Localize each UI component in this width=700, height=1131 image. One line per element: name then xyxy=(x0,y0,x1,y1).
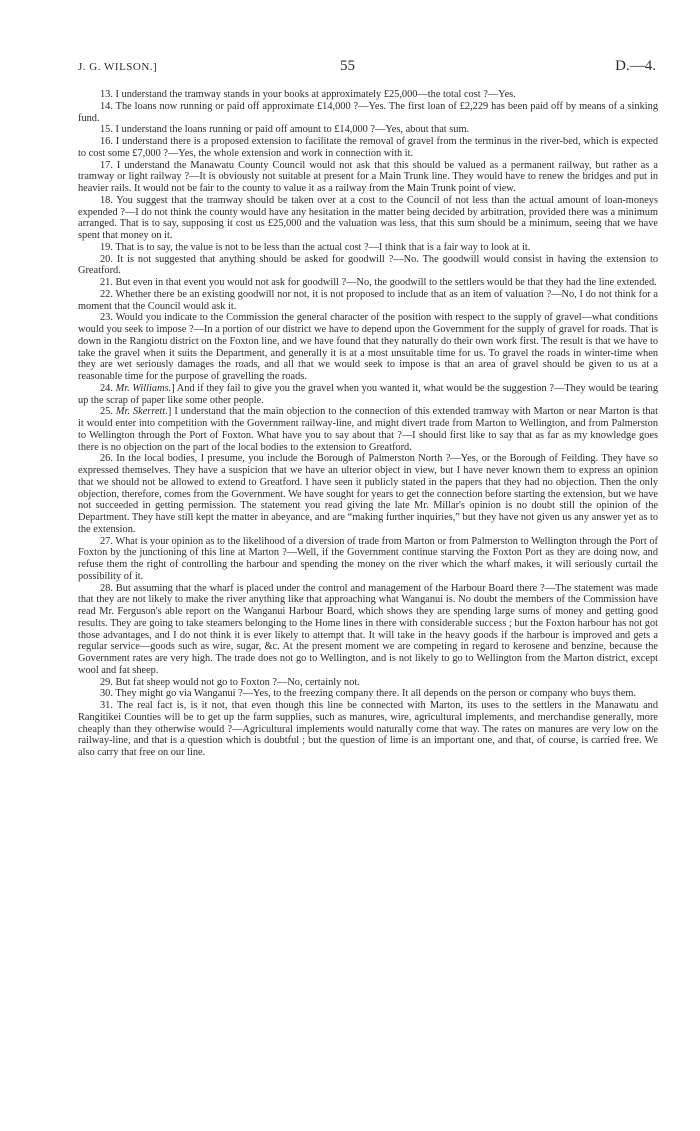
paragraph: 16. I understand there is a proposed extension to facilitate the removal of gravel from the terminus in the river-bed, which is expected to cost some £7,000 ?—Yes, the whole extension and work in connection with it. xyxy=(78,136,658,159)
document-reference: D.—4. xyxy=(615,58,656,74)
paragraph: 24. Mr. Williams.] And if they fail to give you the gravel when you wanted it, what would be the suggestion ?—They would be tearing up the scrap of paper like some other people. xyxy=(78,382,658,406)
page-header xyxy=(78,58,656,78)
paragraph: 18. You suggest that the tramway should be taken over at a cost to the Council of not less than the actual amount of loan-moneys expended ?—I do not think the county would have any hesitation in the matter being decided by arbitration, provided there was a minimum arranged. That is to say, supposing it cost us £25,000 and the valuation was less, that this sum should be a minimum, seeing that we have spent that money on it. xyxy=(78,194,658,241)
paragraph: 26. In the local bodies, I presume, you include the Borough of Palmerston North ?—Yes, or the Borough of Feilding. They have so expressed themselves. They have a suspicion that we have an ulterior object in view, but I have never known them to express an opinion that we should not be allowed to extend to Greatford. I have seen it publicly stated in the papers that they had no objection. Then the only objection, therefore, comes from the Government. We have sought for years to get the connection before starting the extension, but we have not succeeded in getting permission. The statement you read giving the late Mr. Millar's opinion is no doubt still the opinion of the Department. They have still kept the matter in abeyance, and are “making further inquiries,” but they have not given us any answer yet as to the extension. xyxy=(78,453,658,535)
page-number: 55 xyxy=(340,58,355,74)
witness-name: J. G. WILSON.] xyxy=(78,61,158,73)
paragraph: 29. But fat sheep would not go to Foxton ?—No, certainly not. xyxy=(100,676,360,688)
paragraph: 13. I understand the tramway stands in your books at approximately £25,000—the total cost ?—Yes. xyxy=(100,89,516,100)
paragraph: 28. But assuming that the wharf is placed under the control and management of the Harbour Board there ?—The statement was made that they are not likely to make the river anything like that approaching what Wanganui is. No doubt the members of the Commission have read Mr. Ferguson's able report on the Wanganui Harbour Board, which shows they are spending large sums of money and getting good results. They are going to take steamers belonging to the Home lines in there with considerable success ; but the Foxton harbour has not got those advantages, and I do not think it is ever likely to attempt that. It will take in the heavy goods if the harbour is improved and gets a regular service—goods such as wire, sugar, &c. At the present moment we are competing in regard to kerosene and benzine, because the Government rates are very high. The trade does not go to Wellington, and is not likely to go to Wellington from the Marton district, except wool and fat sheep. xyxy=(78,582,658,676)
document-body xyxy=(78,89,658,759)
paragraph: 21. But even in that event you would not ask for goodwill ?—No, the goodwill to the settlers would be that they had the line extended. xyxy=(100,277,657,288)
paragraph: 14. The loans now running or paid off approximate £14,000 ?—Yes. The first loan of £2,229 has been paid off by means of a sinking fund. xyxy=(78,100,658,124)
speaker-name: Mr. Skerrett. xyxy=(115,406,168,418)
paragraph: 27. What is your opinion as to the likelihood of a diversion of trade from Marton or from Palmerston to Wellington through the Port of Foxton by the junctioning of this line at Marton ?—Well, if the Government continue starving the Foxton Port as they are doing now, and refuse them the right of controlling the harbour and spending the money on the river which the wharf makes, it will seriously curtail the possibility of it. xyxy=(78,535,658,582)
paragraph: 17. I understand the Manawatu County Council would not ask that this should be valued as a permanent railway, but rather as a tramway or light railway ?—It is obviously not suitable at present for a Main Trunk line. They would have to renew the bridges and put in heavier rails. It would not be fair to the county to value it as a railway from the Main Trunk point of view. xyxy=(78,159,658,194)
speaker-name: Mr. Williams. xyxy=(115,382,172,394)
paragraph: 30. They might go via Wanganui ?—Yes, to the freezing company there. It all depends on the person or company who buys them. xyxy=(100,688,637,700)
paragraph: 22. Whether there be an existing goodwill nor not, it is not proposed to include that as an item of valuation ?—No, I do not think for a moment that the Council would ask it. xyxy=(78,288,658,312)
paragraph: 25. Mr. Skerrett.] I understand that the main objection to the connection of this extended tramway with Marton or near Marton is that it would enter into competition with the Government railway-line, and might divert trade from Marton to Wellington, and from Palmerston to Wellington through the Port of Foxton. What have you to say about that ?—I should first like to say that as far as my knowledge goes there is no objection on the part of the local bodies to the extension to Greatford. xyxy=(78,406,659,453)
paragraph: 19. That is to say, the value is not to be less than the actual cost ?—I think that is a fair way to look at it. xyxy=(100,241,531,253)
paragraph: 15. I understand the loans running or paid off amount to £14,000 ?—Yes, about that sum. xyxy=(100,124,470,136)
paragraph: 23. Would you indicate to the Commission the general character of the position with respect to the supply of gravel—what conditions would you seek to impose ?—In a portion of our district we have to depend upon the Government for the supply of gravel for roads. That is down in the Rangiotu district on the Foxton line, and we have found that they naturally do their own work first. The result is that we have to take the gravel when it suits the Department, and generally it is at a most unsuitable time for us. To gravel the roads in winter-time when they are wet seriously damages the roads, and all that we would seek to impose is that an area of gravel should be given to us at a reasonable time for the purpose of gravelling the roads. xyxy=(78,312,658,382)
paragraph: 20. It is not suggested that anything should be asked for goodwill ?—No. The goodwill would consist in having the extension to Greatford. xyxy=(78,253,658,277)
paragraph: 31. The real fact is, is it not, that even though this line be connected with Marton, its uses to the settlers in the Manawatu and Rangitikei Counties will be to get up the farm supplies, such as manures, wire, agricultural implements, and merchandise generally, more cheaply than they otherwise would ?—Agricultural implements would naturally come that way. The rates on manures are very low on the railway-line, and that is a question which is doubtful ; but the question of lime is an important one, and that, of course, is carried free. We also carry that free on our line. xyxy=(78,700,658,758)
